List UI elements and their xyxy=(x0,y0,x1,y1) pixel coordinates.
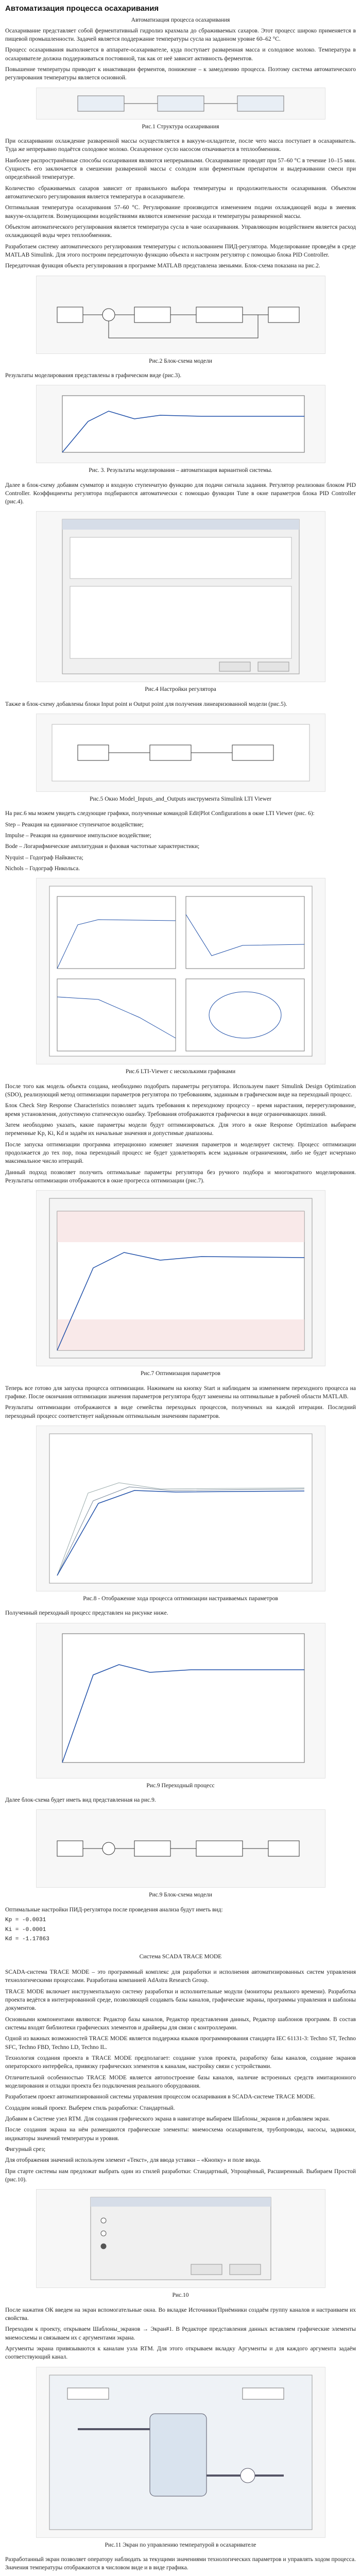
optimization-window xyxy=(47,1196,315,1361)
paragraph: Наиболее распространённые способы осахаривания являются непрерывными. Осахаривание проводят при 57–60 °С в течение 10–15 мин. Сущность его заключается в смешении разваренной массы с солодом или ферментным препаратом и выдерживании смеси при определённой температуре. xyxy=(5,157,356,181)
paragraph: Отличительной особенностью TRACE MODE является автопостроение базы каналов, наличие встроенных средств имитационного моделирования и отладки проекта без подключения реального оборудования. xyxy=(5,2074,356,2090)
pid-settings-window xyxy=(60,517,302,676)
figure-caption: Рис.5 Окно Model_Inputs_and_Outputs инструмента Simulink LTI Viewer xyxy=(90,796,271,803)
paragraph: Далее блок-схема будет иметь вид представленная на рис.9. xyxy=(5,1797,156,1803)
paragraph: После создания экрана на нём размещаются графические элементы: мнемосхема осахаривателя, трубопроводы, насосы, задвижки, индикаторы значений температуры и уровня. xyxy=(5,2127,356,2142)
paragraph: Аргументы экрана привязываются к каналам узла RTM. Для этого открываем вкладку Аргументы и для каждого аргумента задаём соответствующий канал. xyxy=(5,2346,356,2361)
paragraph: Затем необходимо указать, какие параметры модели будут оптимизироваться. Для этого в окне Response Optimization выбираем переменные Kp, Ki, Kd и задаём их начальные значения и допустимые диапазоны. xyxy=(5,1122,356,1137)
figure-image xyxy=(36,1809,325,1888)
paragraph: При осахаривании охлаждение разваренной массы осуществляется в вакуум-охладителе, после чего масса поступает в осахариватель. Туда же непрерывно подаётся солодовое молоко. Осахаренное сусло насосом откачивается в теплообменник. xyxy=(5,138,356,153)
paragraph: Осахаривание представляет собой ферментативный гидролиз крахмала до сбраживаемых сахаров. Этот процесс широко применяется в пищевой промышленности. Задачей является поддержание температуры сусла на заданном уровне 60–62 °С. xyxy=(5,27,356,42)
paragraph: Повышение температуры приводит к инактивации ферментов, понижение – к замедлению процесса. Поэтому система автоматического регулирования температуры является основной. xyxy=(5,66,356,81)
paragraph: Оптимальная температура осахаривания 57–60 °С. Регулирование производится изменением подачи охлаждающей воды в змеевик вакуум-охладителя. Возмущающими воздействиями являются изменение расхода и температуры разваренной массы. xyxy=(5,205,356,219)
paragraph: Далее в блок-схему добавим сумматор и входную ступенчатую функцию для подачи сигнала задания. Регулятор реализован блоком PID Controller. Коэффициенты регулятора подбираются автоматически с помощью функции Tune в окне параметров блока PID Controller (рис.4). xyxy=(5,482,356,505)
coefficient-kp: Kp = -0.0031 xyxy=(5,1917,46,1923)
paragraph: Данный подход позволяет получить оптимальные параметры регулятора без ручного подбора и многократного моделирования. Результаты оптимизации отображаются в окне прогресса оптимизации (рис.7). xyxy=(5,1169,356,1184)
paragraph: Создадим новый проект. Выберем стиль разработки: Стандартный. xyxy=(5,2105,175,2111)
figure-image xyxy=(36,714,325,792)
paragraph: Теперь все готово для запуска процесса оптимизации. Нажимаем на кнопку Start и наблюдаем за изменением переходного процесса на графике. После окончания оптимизации значения параметров регулятора будут заменены на оптимальные в рабочей области MATLAB. xyxy=(5,1385,356,1400)
figure-caption: Рис.1 Структура осахаривания xyxy=(142,123,219,130)
operator-screen-mnemonic xyxy=(47,2372,315,2532)
paragraph: Процесс осахаривания выполняется в аппарате-осахаривателе, куда поступает разваренная масса и солодовое молоко. Температура в осахаривателе должна поддерживаться постоянной, так как от неё зависит активность ферментов. xyxy=(5,47,356,62)
style-selection-dialog xyxy=(88,2195,273,2282)
paragraph: Nichols – Годограф Никольса. xyxy=(5,866,80,872)
paragraph: Объектом автоматического регулирования является температура сусла в чане осахаривания. Управляющим воздействием является расход охлаждающей воды через теплообменник. xyxy=(5,224,356,239)
figure-image xyxy=(36,1426,325,1591)
figure-caption: Рис.4 Настройки регулятора xyxy=(145,686,216,693)
figure-image xyxy=(36,1190,325,1366)
transient-plot xyxy=(47,1629,315,1773)
figure-caption: Рис.10 xyxy=(172,2292,189,2299)
figure-image xyxy=(36,511,325,682)
figure-image xyxy=(36,276,325,354)
coefficient-kd: Kd = -1.17863 xyxy=(5,1936,49,1943)
figure-image xyxy=(36,878,325,1064)
subtitle: Автоматизация процесса осахаривания xyxy=(131,17,230,24)
paragraph: Разработаем проект автоматизированной системы управления процессом осахаривания в SCADA-системе TRACE MODE. xyxy=(5,2094,316,2100)
paragraph: Фигурный срез; xyxy=(5,2146,46,2153)
paragraph: На рис.6 мы можем увидеть следующие графики, полученные командой Edit|Plot Configurations в окне LTI Viewer (рис. 6): xyxy=(5,810,315,817)
paragraph: Технология создания проекта в TRACE MODE предполагает: создание узлов проекта, разработку базы каналов, создание экранов операторского интерфейса, привязку графических элементов к каналам, настройку связи с устройствами. xyxy=(5,2055,356,2070)
figure-caption: Рис.2 Блок-схема модели xyxy=(149,358,212,364)
figure-image xyxy=(36,2367,325,2538)
paragraph: Step – Реакция на единичное ступенчатое воздействие; xyxy=(5,821,144,828)
figure-image xyxy=(36,2189,325,2288)
simulink-block-diagram xyxy=(47,281,315,348)
paragraph: После нажатия ОК введем на экран вспомогательные окна. Во вкладке Источники/Приёмники создаём группу каналов и настраиваем их свойства. xyxy=(5,2307,356,2322)
io-points-diagram xyxy=(47,719,315,786)
paragraph: Основными компонентами являются: Редактор базы каналов, Редактор представления данных, Редактор шаблонов программ. В состав системы входят библиотеки графических элементов и драйверы для связи с контроллерами. xyxy=(5,2016,356,2031)
figure-image xyxy=(36,1623,325,1778)
figure-caption: Рис.7 Оптимизация параметров xyxy=(141,1370,220,1377)
section-heading: Система SCADA TRACE MODE xyxy=(139,1953,222,1960)
paragraph: Количество сбраживаемых сахаров зависит от правильного выбора температуры и продолжительности осахаривания. Объектом автоматического регулирования является температура в осахаривателе. xyxy=(5,185,356,200)
paragraph: Impulse – Реакция на единичное импульсное воздействие; xyxy=(5,833,151,839)
paragraph: Разработанный экран позволяет оператору наблюдать за текущими значениями технологических параметров и управлять ходом процесса. Значения температуры отображаются в числовом виде и в виде графика. xyxy=(5,2556,356,2571)
figure-caption: Рис.9 Блок-схема модели xyxy=(149,1892,212,1899)
figure-caption: Рис.8 - Отображение хода процесса оптимизации настраиваемых параметров xyxy=(83,1596,278,1602)
paragraph: SCADA-система TRACE MODE – это программный комплекс для разработки и исполнения автоматизированных систем управления технологическими процессами. Разработана компанией AdAstra Research Group. xyxy=(5,1969,356,1984)
paragraph: TRACE MODE включает инструментальную систему разработки и исполнительные модули (мониторы реального времени). Разработка проекта ведётся в интегрированной среде, позволяющей создавать базы каналов, графические экраны, программы управления и шаблоны документов. xyxy=(5,1988,356,2012)
paragraph: Добавим в Системе узел RTM. Для создания графического экрана в навигаторе выбираем Шаблоны_экранов и добавляем экран. xyxy=(5,2116,330,2123)
coefficient-ki: Ki = -0.0001 xyxy=(5,1926,46,1933)
paragraph: Оптимальные настройки ПИД-регулятора после проведения анализа будут иметь вид: xyxy=(5,1906,223,1913)
page-title: Автоматизация процесса осахаривания xyxy=(5,4,159,13)
figure-image xyxy=(36,385,325,463)
figure-image xyxy=(36,88,325,120)
paragraph: После того как модель объекта создана, необходимо подобрать параметры регулятора. Используем пакет Simulink Design Optimization (SDO), реализующий метод оптимизации параметров регулятора по требованиям, заданным в графическом виде на переходный процесс. xyxy=(5,1083,356,1098)
figure-caption: Рис. 3. Результаты моделирования – автоматизация вариантной системы. xyxy=(89,467,272,474)
paragraph: Bode – Логарифмические амплитудная и фазовая частотные характеристики; xyxy=(5,843,200,850)
step-response-plot xyxy=(47,391,315,457)
paragraph: При старте системы нам предложат выбрать один из стилей разработки: Стандартный, Упрощённый, Расширенный. Выбираем Простой (рис.10). xyxy=(5,2168,356,2183)
paragraph: После запуска оптимизации программа итерационно изменяет значения параметров и моделирует систему. Процесс оптимизации продолжается до тех пор, пока переходный процесс не будет удовлетворять всем заданным ограничениям, либо не будет исчерпано максимальное число итераций. xyxy=(5,1141,356,1165)
paragraph: Полученный переходный процесс представлен на рисунке ниже. xyxy=(5,1610,168,1617)
paragraph: Также в блок-схему добавлены блоки Input point и Output point для получения линеаризованной модели (рис.5). xyxy=(5,701,287,707)
process-diagram xyxy=(73,91,289,116)
paragraph: Одной из важных возможностей TRACE MODE является поддержка языков программирования стандарта IEC 61131-3: Techno ST, Techno SFC, Techno FBD, Techno LD, Techno IL. xyxy=(5,2036,356,2050)
figure-caption: Рис.11 Экран по управлению температурой в осахаривателе xyxy=(105,2541,256,2548)
paragraph: Блок Check Step Response Characteristics позволяет задать требования к переходному процессу – время нарастания, перерегулирование, время установления, допустимую статическую ошибку. Требования отображаются графически в виде ограничивающих линий. xyxy=(5,1103,356,1117)
paragraph: Передаточная функция объекта регулирования в программе MATLAB представлена звеньями. Блок-схема показана на рис.2. xyxy=(5,263,320,269)
paragraph: Для отображения значений используем элемент «Текст», для ввода уставки – «Кнопку» и поле ввода. xyxy=(5,2157,261,2164)
figure-caption: Рис.6 LTI-Viewer с несколькими графиками xyxy=(125,1069,236,1075)
paragraph: Разработаем систему автоматического регулирования температуры с использованием ПИД-регулятора. Моделирование проведём в среде MATLAB Simulink. Для этого построим передаточную функцию объекта и настроим регулятор с помощью блока PID Controller. xyxy=(5,243,356,258)
paragraph: Результаты оптимизации отображаются в виде семейства переходных процессов, полученных на каждой итерации. Последний переходный процесс соответствует найденным оптимальным значениям параметров. xyxy=(5,1404,356,1419)
optimization-progress xyxy=(47,1431,315,1586)
paragraph: Nyquist – Годограф Найквиста; xyxy=(5,854,83,861)
paragraph: Переходим к проекту, открываем Шаблоны_экранов → Экран#1. В Редакторе представления данных вставляем графические элементы мнемосхемы и связываем их с аргументами экрана. xyxy=(5,2326,356,2341)
lti-viewer-plots xyxy=(47,884,315,1059)
final-block-diagram xyxy=(47,1815,315,1882)
paragraph: Результаты моделирования представлены в графическом виде (рис.3). xyxy=(5,372,182,379)
figure-caption: Рис.9 Переходный процесс xyxy=(146,1782,215,1789)
